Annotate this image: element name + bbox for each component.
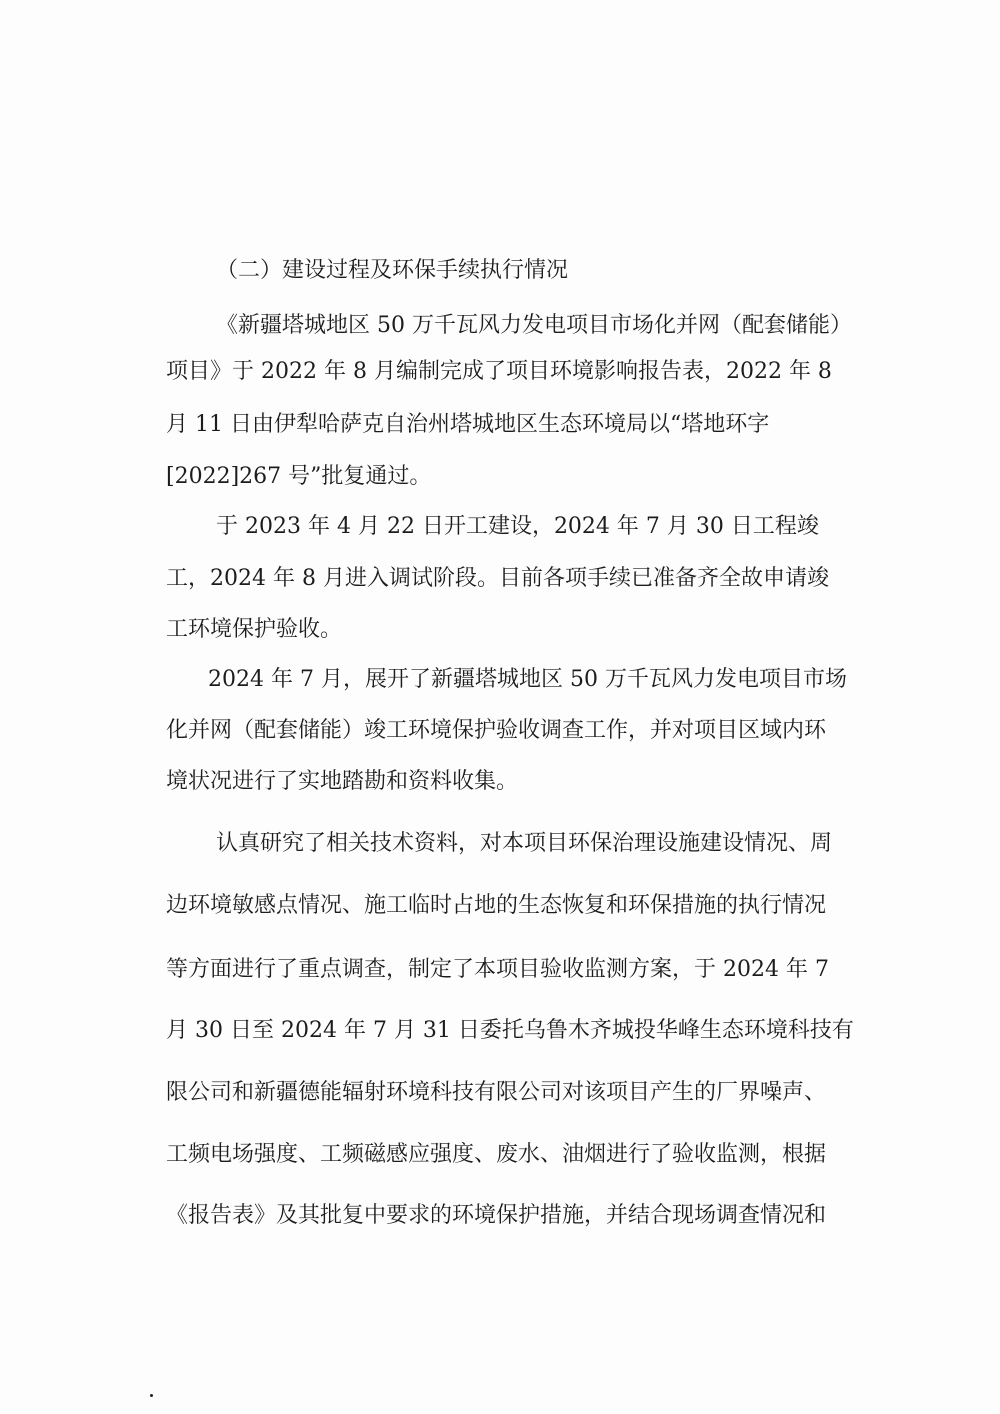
paragraph-1-line-4: [2022]267 号”批复通过。 xyxy=(166,464,432,489)
paragraph-4-line-1: 认真研究了相关技术资料，对本项目环保治理设施建设情况、周 xyxy=(216,831,833,856)
paragraph-4-line-3: 等方面进行了重点调查，制定了本项目验收监测方案，于 2024 年 7 xyxy=(166,957,829,982)
section-heading: （二）建设过程及环保手续执行情况 xyxy=(216,258,569,283)
paragraph-3-line-1: 2024 年 7 月，展开了新疆塔城地区 50 万千瓦风力发电项目市场 xyxy=(208,667,847,692)
paragraph-4-line-2: 边环境敏感点情况、施工临时占地的生态恢复和环保措施的执行情况 xyxy=(166,893,827,918)
scan-speck xyxy=(150,1394,153,1397)
paragraph-2-line-1: 于 2023 年 4 月 22 日开工建设，2024 年 7 月 30 日工程竣 xyxy=(216,514,819,539)
paragraph-4-line-4: 月 30 日至 2024 年 7 月 31 日委托乌鲁木齐城投华峰生态环境科技有 xyxy=(166,1018,854,1043)
paragraph-4-line-6: 工频电场强度、工频磁感应强度、废水、油烟进行了验收监测，根据 xyxy=(166,1142,827,1167)
paragraph-2-line-3: 工环境保护验收。 xyxy=(166,617,343,642)
paragraph-4-line-7: 《报告表》及其批复中要求的环境保护措施，并结合现场调查情况和 xyxy=(166,1203,827,1228)
paragraph-2-line-2: 工，2024 年 8 月进入调试阶段。目前各项手续已准备齐全故申请竣 xyxy=(166,566,829,591)
paragraph-1-line-1: 《新疆塔城地区 50 万千瓦风力发电项目市场化并网（配套储能） xyxy=(216,313,852,338)
paragraph-1-line-2: 项目》于 2022 年 8 月编制完成了项目环境影响报告表，2022 年 8 xyxy=(166,359,832,384)
paragraph-3-line-2: 化并网（配套储能）竣工环境保护验收调查工作，并对项目区域内环 xyxy=(166,718,827,743)
paragraph-4-line-5: 限公司和新疆德能辐射环境科技有限公司对该项目产生的厂界噪声、 xyxy=(166,1080,827,1105)
paragraph-1-line-3: 月 11 日由伊犁哈萨克自治州塔城地区生态环境局以“塔地环字 xyxy=(166,412,770,437)
paragraph-3-line-3: 境状况进行了实地踏勘和资料收集。 xyxy=(166,769,519,794)
